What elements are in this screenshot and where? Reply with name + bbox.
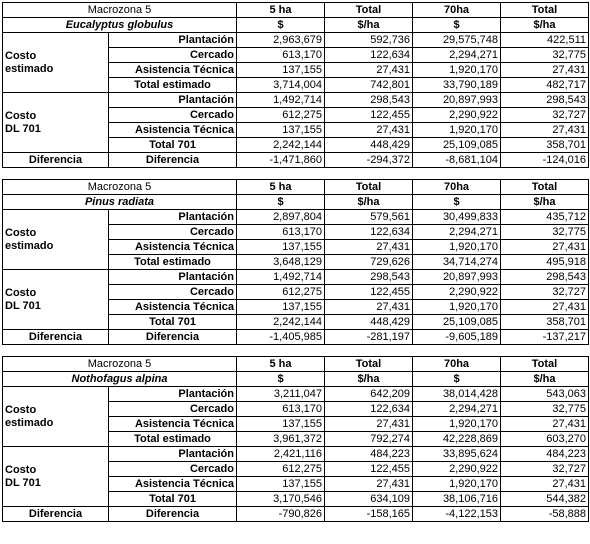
value-cell: 1,920,170	[413, 63, 501, 78]
group-label-line: Costo	[5, 49, 37, 62]
group-label-line: DL 701	[5, 122, 41, 135]
value-cell: -137,217	[501, 330, 589, 345]
value-cell: -124,016	[501, 153, 589, 168]
value-cell: 612,275	[237, 462, 325, 477]
value-cell: 137,155	[237, 123, 325, 138]
row-label-total-estimado: Total estimado	[109, 432, 237, 447]
value-cell: 27,431	[501, 417, 589, 432]
table-row	[3, 387, 589, 402]
value-cell: 613,170	[237, 402, 325, 417]
block-spacer	[2, 345, 588, 356]
value-cell: 122,634	[325, 402, 413, 417]
value-cell: 435,712	[501, 210, 589, 225]
row-label-total-701: Total 701	[109, 315, 237, 330]
value-cell: 27,431	[325, 123, 413, 138]
value-cell: 2,897,804	[237, 210, 325, 225]
header-row	[3, 18, 589, 33]
value-cell: 448,429	[325, 138, 413, 153]
value-cell: 484,223	[325, 447, 413, 462]
group-label-line: Costo	[5, 109, 37, 122]
table-row	[3, 210, 589, 225]
col-header-5ha: 5 ha	[237, 357, 325, 372]
value-cell: 613,170	[237, 225, 325, 240]
table-row	[3, 330, 589, 345]
value-cell: 612,275	[237, 285, 325, 300]
group-label-costo-estimado	[3, 387, 109, 447]
col-header-total-5ha: Total	[325, 357, 413, 372]
group-label-diferencia: Diferencia	[3, 153, 109, 168]
zone-label: Macrozona 5	[3, 3, 237, 18]
value-cell: 29,575,748	[413, 33, 501, 48]
value-cell: 27,431	[501, 63, 589, 78]
value-cell: 2,242,144	[237, 315, 325, 330]
value-cell: 1,920,170	[413, 417, 501, 432]
value-cell: -8,681,104	[413, 153, 501, 168]
group-label-diferencia: Diferencia	[3, 330, 109, 345]
value-cell: 27,431	[501, 477, 589, 492]
row-label-cercado: Cercado	[109, 108, 237, 123]
unit-label: $	[413, 372, 501, 387]
group-label-line: Costo	[5, 463, 37, 476]
header-row	[3, 357, 589, 372]
value-cell: 729,626	[325, 255, 413, 270]
value-cell: 137,155	[237, 477, 325, 492]
row-label-cercado: Cercado	[109, 285, 237, 300]
species-label: Nothofagus alpina	[3, 372, 237, 387]
group-label-line: Costo	[5, 403, 37, 416]
cost-tables	[2, 2, 588, 522]
group-label-diferencia: Diferencia	[3, 507, 109, 522]
col-header-total-70ha: Total	[501, 180, 589, 195]
row-label-asistencia-tecnica: Asistencia Técnica	[109, 123, 237, 138]
value-cell: 3,714,004	[237, 78, 325, 93]
zone-label: Macrozona 5	[3, 180, 237, 195]
value-cell: 448,429	[325, 315, 413, 330]
col-header-total-70ha: Total	[501, 357, 589, 372]
header-row	[3, 180, 589, 195]
value-cell: 38,106,716	[413, 492, 501, 507]
value-cell: -9,605,189	[413, 330, 501, 345]
row-label-diferencia: Diferencia	[109, 330, 237, 345]
value-cell: 122,634	[325, 225, 413, 240]
value-cell: 32,775	[501, 402, 589, 417]
value-cell: 30,499,833	[413, 210, 501, 225]
value-cell: 422,511	[501, 33, 589, 48]
table-row	[3, 93, 589, 108]
group-label-costo-dl701	[3, 447, 109, 507]
value-cell: 592,736	[325, 33, 413, 48]
unit-label: $/ha	[501, 195, 589, 210]
value-cell: 27,431	[501, 300, 589, 315]
row-label-plantacion: Plantación	[109, 93, 237, 108]
zone-label: Macrozona 5	[3, 357, 237, 372]
value-cell: 2,242,144	[237, 138, 325, 153]
value-cell: 2,421,116	[237, 447, 325, 462]
value-cell: 32,727	[501, 108, 589, 123]
value-cell: 3,170,546	[237, 492, 325, 507]
value-cell: 32,775	[501, 48, 589, 63]
value-cell: 3,961,372	[237, 432, 325, 447]
value-cell: 3,211,047	[237, 387, 325, 402]
group-label-costo-estimado	[3, 33, 109, 93]
value-cell: 358,701	[501, 315, 589, 330]
species-label: Eucalyptus globulus	[3, 18, 237, 33]
header-row	[3, 372, 589, 387]
value-cell: 603,270	[501, 432, 589, 447]
group-label-costo-dl701	[3, 270, 109, 330]
group-label-line: DL 701	[5, 476, 41, 489]
value-cell: 27,431	[325, 63, 413, 78]
value-cell: 34,714,274	[413, 255, 501, 270]
value-cell: 2,294,271	[413, 225, 501, 240]
value-cell: 137,155	[237, 417, 325, 432]
value-cell: 612,275	[237, 108, 325, 123]
value-cell: 298,543	[501, 270, 589, 285]
value-cell: 3,648,129	[237, 255, 325, 270]
row-label-plantacion: Plantación	[109, 387, 237, 402]
unit-label: $	[413, 195, 501, 210]
value-cell: 298,543	[501, 93, 589, 108]
value-cell: 32,775	[501, 225, 589, 240]
unit-label: $/ha	[501, 18, 589, 33]
value-cell: 33,790,189	[413, 78, 501, 93]
value-cell: -4,122,153	[413, 507, 501, 522]
col-header-5ha: 5 ha	[237, 3, 325, 18]
value-cell: 38,014,428	[413, 387, 501, 402]
col-header-70ha: 70ha	[413, 357, 501, 372]
value-cell: 122,455	[325, 285, 413, 300]
cost-table	[2, 2, 589, 168]
value-cell: 298,543	[325, 93, 413, 108]
row-label-total-701: Total 701	[109, 492, 237, 507]
value-cell: -1,471,860	[237, 153, 325, 168]
row-label-asistencia-tecnica: Asistencia Técnica	[109, 63, 237, 78]
value-cell: 32,727	[501, 285, 589, 300]
unit-label: $/ha	[325, 18, 413, 33]
cost-table	[2, 356, 589, 522]
value-cell: 1,920,170	[413, 240, 501, 255]
row-label-asistencia-tecnica: Asistencia Técnica	[109, 477, 237, 492]
value-cell: 2,294,271	[413, 48, 501, 63]
value-cell: -294,372	[325, 153, 413, 168]
row-label-cercado: Cercado	[109, 48, 237, 63]
value-cell: 742,801	[325, 78, 413, 93]
table-row	[3, 270, 589, 285]
value-cell: 495,918	[501, 255, 589, 270]
col-header-70ha: 70ha	[413, 3, 501, 18]
value-cell: 2,294,271	[413, 402, 501, 417]
value-cell: 27,431	[325, 240, 413, 255]
col-header-70ha: 70ha	[413, 180, 501, 195]
col-header-total-5ha: Total	[325, 3, 413, 18]
group-label-line: Costo	[5, 226, 37, 239]
value-cell: 137,155	[237, 63, 325, 78]
value-cell: 1,920,170	[413, 123, 501, 138]
table-row	[3, 507, 589, 522]
row-label-asistencia-tecnica: Asistencia Técnica	[109, 240, 237, 255]
value-cell: 2,290,922	[413, 285, 501, 300]
row-label-diferencia: Diferencia	[109, 507, 237, 522]
value-cell: 42,228,869	[413, 432, 501, 447]
table-row	[3, 33, 589, 48]
species-label: Pinus radiata	[3, 195, 237, 210]
col-header-total-70ha: Total	[501, 3, 589, 18]
row-label-total-701: Total 701	[109, 138, 237, 153]
value-cell: -281,197	[325, 330, 413, 345]
row-label-plantacion: Plantación	[109, 210, 237, 225]
unit-label: $	[413, 18, 501, 33]
row-label-cercado: Cercado	[109, 225, 237, 240]
value-cell: 1,920,170	[413, 477, 501, 492]
row-label-total-estimado: Total estimado	[109, 255, 237, 270]
group-label-line: estimado	[5, 62, 54, 75]
value-cell: 25,109,085	[413, 138, 501, 153]
value-cell: 122,455	[325, 108, 413, 123]
row-label-asistencia-tecnica: Asistencia Técnica	[109, 417, 237, 432]
value-cell: 122,455	[325, 462, 413, 477]
value-cell: 27,431	[501, 240, 589, 255]
value-cell: 642,209	[325, 387, 413, 402]
value-cell: 1,492,714	[237, 270, 325, 285]
value-cell: 544,382	[501, 492, 589, 507]
value-cell: 634,109	[325, 492, 413, 507]
value-cell: 579,561	[325, 210, 413, 225]
value-cell: 298,543	[325, 270, 413, 285]
value-cell: 2,963,679	[237, 33, 325, 48]
value-cell: 137,155	[237, 240, 325, 255]
col-header-total-5ha: Total	[325, 180, 413, 195]
value-cell: 2,290,922	[413, 108, 501, 123]
value-cell: 27,431	[501, 123, 589, 138]
col-header-5ha: 5 ha	[237, 180, 325, 195]
group-label-costo-estimado	[3, 210, 109, 270]
row-label-asistencia-tecnica: Asistencia Técnica	[109, 300, 237, 315]
row-label-plantacion: Plantación	[109, 33, 237, 48]
value-cell: 20,897,993	[413, 270, 501, 285]
row-label-cercado: Cercado	[109, 462, 237, 477]
value-cell: 484,223	[501, 447, 589, 462]
value-cell: 122,634	[325, 48, 413, 63]
value-cell: 32,727	[501, 462, 589, 477]
group-label-line: estimado	[5, 416, 54, 429]
table-row	[3, 153, 589, 168]
value-cell: -1,405,985	[237, 330, 325, 345]
row-label-total-estimado: Total estimado	[109, 78, 237, 93]
unit-label: $	[237, 18, 325, 33]
row-label-plantacion: Plantación	[109, 270, 237, 285]
unit-label: $/ha	[325, 195, 413, 210]
value-cell: -790,826	[237, 507, 325, 522]
value-cell: 33,895,624	[413, 447, 501, 462]
header-row	[3, 3, 589, 18]
value-cell: -158,165	[325, 507, 413, 522]
value-cell: 25,109,085	[413, 315, 501, 330]
cost-table	[2, 179, 589, 345]
value-cell: 137,155	[237, 300, 325, 315]
row-label-plantacion: Plantación	[109, 447, 237, 462]
value-cell: 1,920,170	[413, 300, 501, 315]
unit-label: $	[237, 372, 325, 387]
group-label-line: Costo	[5, 286, 37, 299]
group-label-costo-dl701	[3, 93, 109, 153]
value-cell: -58,888	[501, 507, 589, 522]
value-cell: 792,274	[325, 432, 413, 447]
unit-label: $/ha	[325, 372, 413, 387]
table-row	[3, 447, 589, 462]
header-row	[3, 195, 589, 210]
value-cell: 543,063	[501, 387, 589, 402]
value-cell: 613,170	[237, 48, 325, 63]
value-cell: 2,290,922	[413, 462, 501, 477]
value-cell: 482,717	[501, 78, 589, 93]
group-label-line: estimado	[5, 239, 54, 252]
value-cell: 358,701	[501, 138, 589, 153]
value-cell: 27,431	[325, 300, 413, 315]
value-cell: 1,492,714	[237, 93, 325, 108]
group-label-line: DL 701	[5, 299, 41, 312]
row-label-cercado: Cercado	[109, 402, 237, 417]
row-label-diferencia: Diferencia	[109, 153, 237, 168]
value-cell: 20,897,993	[413, 93, 501, 108]
value-cell: 27,431	[325, 477, 413, 492]
unit-label: $	[237, 195, 325, 210]
unit-label: $/ha	[501, 372, 589, 387]
block-spacer	[2, 168, 588, 179]
value-cell: 27,431	[325, 417, 413, 432]
